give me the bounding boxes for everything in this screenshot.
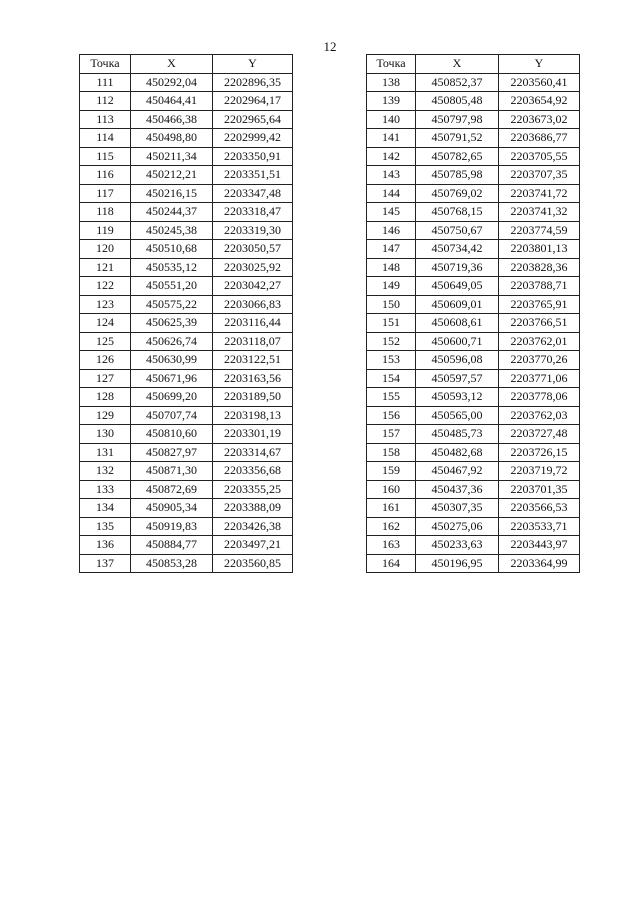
x-cell: 450196,95 xyxy=(416,554,499,573)
point-cell: 125 xyxy=(80,332,131,351)
table-row xyxy=(367,425,580,444)
point-cell: 139 xyxy=(367,92,416,111)
point-cell: 127 xyxy=(80,369,131,388)
table-row xyxy=(80,443,293,462)
x-cell: 450482,68 xyxy=(416,443,499,462)
table-row xyxy=(80,332,293,351)
x-cell: 450551,20 xyxy=(131,277,213,296)
x-cell: 450805,48 xyxy=(416,92,499,111)
point-cell: 118 xyxy=(80,203,131,222)
x-cell: 450919,83 xyxy=(131,517,213,536)
y-cell: 2203801,13 xyxy=(499,240,580,259)
point-cell: 135 xyxy=(80,517,131,536)
table-row xyxy=(80,92,293,111)
table-row xyxy=(80,277,293,296)
point-cell: 158 xyxy=(367,443,416,462)
x-cell: 450233,63 xyxy=(416,536,499,555)
point-cell: 161 xyxy=(367,499,416,518)
point-cell: 163 xyxy=(367,536,416,555)
header-x: X xyxy=(416,55,499,74)
x-cell: 450750,67 xyxy=(416,221,499,240)
y-cell: 2203741,72 xyxy=(499,184,580,203)
y-cell: 2203314,67 xyxy=(213,443,293,462)
y-cell: 2203351,51 xyxy=(213,166,293,185)
page-number: 12 xyxy=(323,39,337,54)
table-row xyxy=(367,203,580,222)
x-cell: 450464,41 xyxy=(131,92,213,111)
y-cell: 2203118,07 xyxy=(213,332,293,351)
point-cell: 115 xyxy=(80,147,131,166)
point-cell: 111 xyxy=(80,73,131,92)
x-cell: 450827,97 xyxy=(131,443,213,462)
point-cell: 133 xyxy=(80,480,131,499)
x-cell: 450437,36 xyxy=(416,480,499,499)
point-cell: 114 xyxy=(80,129,131,148)
point-cell: 156 xyxy=(367,406,416,425)
table-row xyxy=(80,184,293,203)
x-cell: 450782,65 xyxy=(416,147,499,166)
table-row xyxy=(367,554,580,573)
table-row xyxy=(367,129,580,148)
y-cell: 2203771,06 xyxy=(499,369,580,388)
coordinates-table-right xyxy=(366,54,580,573)
table-header-row xyxy=(367,55,580,74)
table-row xyxy=(80,517,293,536)
point-cell: 143 xyxy=(367,166,416,185)
x-cell: 450466,38 xyxy=(131,110,213,129)
y-cell: 2203122,51 xyxy=(213,351,293,370)
point-cell: 159 xyxy=(367,462,416,481)
x-cell: 450565,00 xyxy=(416,406,499,425)
header-point: Точка xyxy=(80,55,131,74)
point-cell: 130 xyxy=(80,425,131,444)
x-cell: 450485,73 xyxy=(416,425,499,444)
y-cell: 2203726,15 xyxy=(499,443,580,462)
y-cell: 2203443,97 xyxy=(499,536,580,555)
point-cell: 160 xyxy=(367,480,416,499)
table-row xyxy=(80,221,293,240)
point-cell: 138 xyxy=(367,73,416,92)
y-cell: 2203560,41 xyxy=(499,73,580,92)
point-cell: 113 xyxy=(80,110,131,129)
y-cell: 2203766,51 xyxy=(499,314,580,333)
point-cell: 147 xyxy=(367,240,416,259)
y-cell: 2203654,92 xyxy=(499,92,580,111)
x-cell: 450600,71 xyxy=(416,332,499,351)
x-cell: 450884,77 xyxy=(131,536,213,555)
y-cell: 2203770,26 xyxy=(499,351,580,370)
x-cell: 450630,99 xyxy=(131,351,213,370)
x-cell: 450307,35 xyxy=(416,499,499,518)
point-cell: 150 xyxy=(367,295,416,314)
y-cell: 2203025,92 xyxy=(213,258,293,277)
x-cell: 450575,22 xyxy=(131,295,213,314)
table-row xyxy=(80,295,293,314)
x-cell: 450216,15 xyxy=(131,184,213,203)
table-row xyxy=(367,499,580,518)
point-cell: 128 xyxy=(80,388,131,407)
table-row xyxy=(80,73,293,92)
y-cell: 2203727,48 xyxy=(499,425,580,444)
x-cell: 450719,36 xyxy=(416,258,499,277)
x-cell: 450498,80 xyxy=(131,129,213,148)
x-cell: 450609,01 xyxy=(416,295,499,314)
table-row xyxy=(80,110,293,129)
table-row xyxy=(80,258,293,277)
table-row xyxy=(367,351,580,370)
y-cell: 2202896,35 xyxy=(213,73,293,92)
x-cell: 450535,12 xyxy=(131,258,213,277)
y-cell: 2203364,99 xyxy=(499,554,580,573)
x-cell: 450671,96 xyxy=(131,369,213,388)
y-cell: 2203388,09 xyxy=(213,499,293,518)
table-row xyxy=(367,295,580,314)
y-cell: 2203426,38 xyxy=(213,517,293,536)
point-cell: 149 xyxy=(367,277,416,296)
y-cell: 2203762,01 xyxy=(499,332,580,351)
point-cell: 157 xyxy=(367,425,416,444)
y-cell: 2203719,72 xyxy=(499,462,580,481)
y-cell: 2203356,68 xyxy=(213,462,293,481)
x-cell: 450707,74 xyxy=(131,406,213,425)
table-row xyxy=(367,406,580,425)
x-cell: 450245,38 xyxy=(131,221,213,240)
y-cell: 2203828,36 xyxy=(499,258,580,277)
x-cell: 450852,37 xyxy=(416,73,499,92)
x-cell: 450275,06 xyxy=(416,517,499,536)
table-row xyxy=(367,92,580,111)
table-row xyxy=(80,462,293,481)
point-cell: 129 xyxy=(80,406,131,425)
y-cell: 2203774,59 xyxy=(499,221,580,240)
point-cell: 155 xyxy=(367,388,416,407)
table-row xyxy=(367,462,580,481)
point-cell: 137 xyxy=(80,554,131,573)
x-cell: 450626,74 xyxy=(131,332,213,351)
x-cell: 450608,61 xyxy=(416,314,499,333)
point-cell: 140 xyxy=(367,110,416,129)
table-row xyxy=(367,221,580,240)
table-row xyxy=(367,314,580,333)
y-cell: 2203042,27 xyxy=(213,277,293,296)
table-row xyxy=(80,351,293,370)
header-x: X xyxy=(131,55,213,74)
y-cell: 2202964,17 xyxy=(213,92,293,111)
header-y: Y xyxy=(213,55,293,74)
y-cell: 2203347,48 xyxy=(213,184,293,203)
table-row xyxy=(80,166,293,185)
x-cell: 450871,30 xyxy=(131,462,213,481)
y-cell: 2203673,02 xyxy=(499,110,580,129)
point-cell: 116 xyxy=(80,166,131,185)
table-row xyxy=(367,184,580,203)
table-row xyxy=(80,536,293,555)
y-cell: 2202999,42 xyxy=(213,129,293,148)
y-cell: 2203701,35 xyxy=(499,480,580,499)
table-header-row xyxy=(80,55,293,74)
x-cell: 450769,02 xyxy=(416,184,499,203)
x-cell: 450625,39 xyxy=(131,314,213,333)
point-cell: 131 xyxy=(80,443,131,462)
point-cell: 151 xyxy=(367,314,416,333)
y-cell: 2203350,91 xyxy=(213,147,293,166)
y-cell: 2202965,64 xyxy=(213,110,293,129)
header-y: Y xyxy=(499,55,580,74)
y-cell: 2203560,85 xyxy=(213,554,293,573)
x-cell: 450596,08 xyxy=(416,351,499,370)
table-row xyxy=(367,240,580,259)
table-row xyxy=(367,480,580,499)
table-row xyxy=(80,240,293,259)
y-cell: 2203762,03 xyxy=(499,406,580,425)
table-row xyxy=(367,73,580,92)
x-cell: 450699,20 xyxy=(131,388,213,407)
x-cell: 450768,15 xyxy=(416,203,499,222)
table-row xyxy=(367,369,580,388)
point-cell: 162 xyxy=(367,517,416,536)
table-row xyxy=(80,369,293,388)
table-row xyxy=(367,166,580,185)
x-cell: 450467,92 xyxy=(416,462,499,481)
table-row xyxy=(367,536,580,555)
y-cell: 2203050,57 xyxy=(213,240,293,259)
y-cell: 2203355,25 xyxy=(213,480,293,499)
x-cell: 450649,05 xyxy=(416,277,499,296)
table-row xyxy=(80,406,293,425)
point-cell: 120 xyxy=(80,240,131,259)
table-row xyxy=(367,443,580,462)
x-cell: 450292,04 xyxy=(131,73,213,92)
y-cell: 2203686,77 xyxy=(499,129,580,148)
table-row xyxy=(80,425,293,444)
coordinates-table-left xyxy=(79,54,293,573)
y-cell: 2203116,44 xyxy=(213,314,293,333)
x-cell: 450593,12 xyxy=(416,388,499,407)
y-cell: 2203497,21 xyxy=(213,536,293,555)
table-row xyxy=(80,203,293,222)
point-cell: 141 xyxy=(367,129,416,148)
table-row xyxy=(80,129,293,148)
point-cell: 134 xyxy=(80,499,131,518)
y-cell: 2203319,30 xyxy=(213,221,293,240)
table-row xyxy=(80,147,293,166)
table-row xyxy=(80,554,293,573)
x-cell: 450872,69 xyxy=(131,480,213,499)
point-cell: 152 xyxy=(367,332,416,351)
table-row xyxy=(80,388,293,407)
y-cell: 2203189,50 xyxy=(213,388,293,407)
table-row xyxy=(80,314,293,333)
x-cell: 450797,98 xyxy=(416,110,499,129)
point-cell: 123 xyxy=(80,295,131,314)
x-cell: 450244,37 xyxy=(131,203,213,222)
y-cell: 2203318,47 xyxy=(213,203,293,222)
table-row xyxy=(367,110,580,129)
x-cell: 450212,21 xyxy=(131,166,213,185)
table-row xyxy=(367,388,580,407)
point-cell: 144 xyxy=(367,184,416,203)
y-cell: 2203788,71 xyxy=(499,277,580,296)
point-cell: 148 xyxy=(367,258,416,277)
x-cell: 450785,98 xyxy=(416,166,499,185)
point-cell: 124 xyxy=(80,314,131,333)
y-cell: 2203198,13 xyxy=(213,406,293,425)
point-cell: 145 xyxy=(367,203,416,222)
y-cell: 2203301,19 xyxy=(213,425,293,444)
y-cell: 2203778,06 xyxy=(499,388,580,407)
point-cell: 121 xyxy=(80,258,131,277)
point-cell: 136 xyxy=(80,536,131,555)
header-point: Точка xyxy=(367,55,416,74)
point-cell: 117 xyxy=(80,184,131,203)
point-cell: 153 xyxy=(367,351,416,370)
table-row xyxy=(367,258,580,277)
y-cell: 2203066,83 xyxy=(213,295,293,314)
y-cell: 2203705,55 xyxy=(499,147,580,166)
x-cell: 450211,34 xyxy=(131,147,213,166)
y-cell: 2203741,32 xyxy=(499,203,580,222)
table-row xyxy=(367,332,580,351)
y-cell: 2203163,56 xyxy=(213,369,293,388)
x-cell: 450905,34 xyxy=(131,499,213,518)
y-cell: 2203765,91 xyxy=(499,295,580,314)
point-cell: 119 xyxy=(80,221,131,240)
x-cell: 450510,68 xyxy=(131,240,213,259)
point-cell: 146 xyxy=(367,221,416,240)
y-cell: 2203566,53 xyxy=(499,499,580,518)
table-row xyxy=(80,480,293,499)
x-cell: 450597,57 xyxy=(416,369,499,388)
table-row xyxy=(367,517,580,536)
point-cell: 132 xyxy=(80,462,131,481)
table-row xyxy=(367,277,580,296)
y-cell: 2203707,35 xyxy=(499,166,580,185)
point-cell: 112 xyxy=(80,92,131,111)
table-row xyxy=(367,147,580,166)
point-cell: 122 xyxy=(80,277,131,296)
x-cell: 450810,60 xyxy=(131,425,213,444)
point-cell: 154 xyxy=(367,369,416,388)
point-cell: 126 xyxy=(80,351,131,370)
point-cell: 164 xyxy=(367,554,416,573)
x-cell: 450734,42 xyxy=(416,240,499,259)
y-cell: 2203533,71 xyxy=(499,517,580,536)
x-cell: 450791,52 xyxy=(416,129,499,148)
x-cell: 450853,28 xyxy=(131,554,213,573)
table-row xyxy=(80,499,293,518)
point-cell: 142 xyxy=(367,147,416,166)
